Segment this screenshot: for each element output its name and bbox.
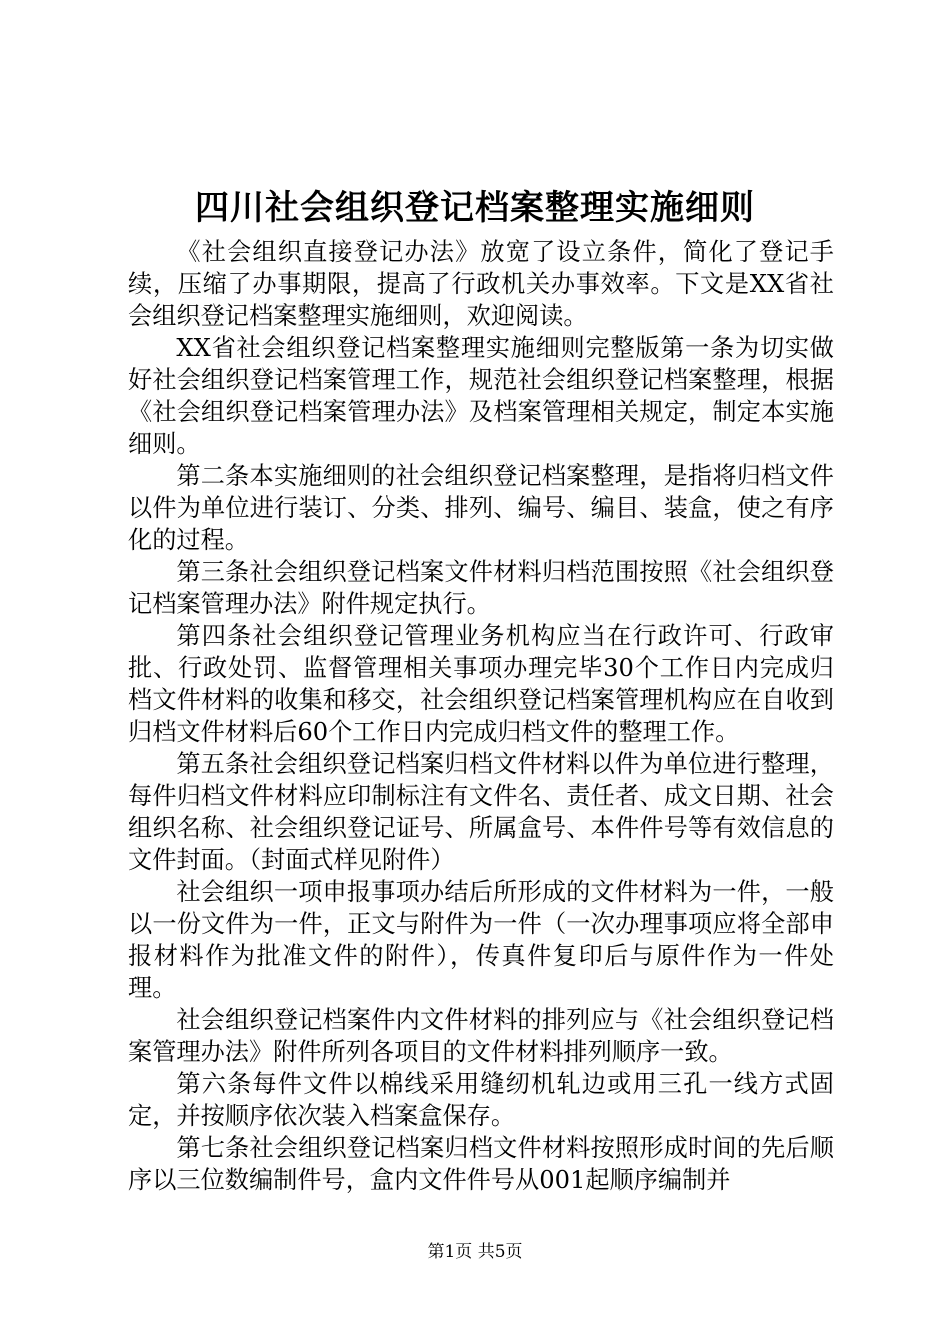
page-number-footer: 第1页 共5页 (427, 1242, 523, 1262)
paragraph: XX省社会组织登记档案整理实施细则完整版第一条为切实做好社会组织登记档案管理工作，规范社会组织登记档案整理，根据《社会组织登记档案管理办法》及档案管理相关规定，制定本实施细则。 (128, 334, 834, 458)
document-body (128, 236, 834, 1196)
paragraph: 第五条社会组织登记档案归档文件材料以件为单位进行整理，每件归档文件材料应印制标注有文件名、责任者、成文日期、社会组织名称、社会组织登记证号、所属盒号、本件件号等有效信息的文件封面。（封面式样见附件） (128, 750, 834, 874)
paragraph: 《社会组织直接登记办法》放宽了设立条件，简化了登记手续，压缩了办事期限，提高了行政机关办事效率。下文是XX省社会组织登记档案整理实施细则，欢迎阅读。 (128, 238, 834, 330)
paragraph: 第二条本实施细则的社会组织登记档案整理，是指将归档文件以件为单位进行装订、分类、排列、编号、编目、装盒，使之有序化的过程。 (128, 462, 834, 554)
paragraph: 社会组织一项申报事项办结后所形成的文件材料为一件，一般以一份文件为一件，正文与附件为一件（一次办理事项应将全部申报材料作为批准文件的附件），传真件复印后与原件作为一件处理。 (128, 878, 834, 1002)
paragraph: 第四条社会组织登记管理业务机构应当在行政许可、行政审批、行政处罚、监督管理相关事项办理完毕30个工作日内完成归档文件材料的收集和移交，社会组织登记档案管理机构应在自收到归档文件材料后60个工作日内完成归档文件的整理工作。 (128, 622, 834, 746)
paragraph: 社会组织登记档案件内文件材料的排列应与《社会组织登记档案管理办法》附件所列各项目的文件材料排列顺序一致。 (128, 1006, 834, 1066)
paragraph: 第三条社会组织登记档案文件材料归档范围按照《社会组织登记档案管理办法》附件规定执行。 (128, 558, 834, 618)
document-title: 四川社会组织登记档案整理实施细则 (195, 188, 755, 228)
paragraph: 第七条社会组织登记档案归档文件材料按照形成时间的先后顺序以三位数编制件号，盒内文件件号从001起顺序编制并 (128, 1134, 834, 1194)
paragraph: 第六条每件文件以棉线采用缝纫机轧边或用三孔一线方式固定，并按顺序依次装入档案盒保存。 (128, 1070, 834, 1130)
